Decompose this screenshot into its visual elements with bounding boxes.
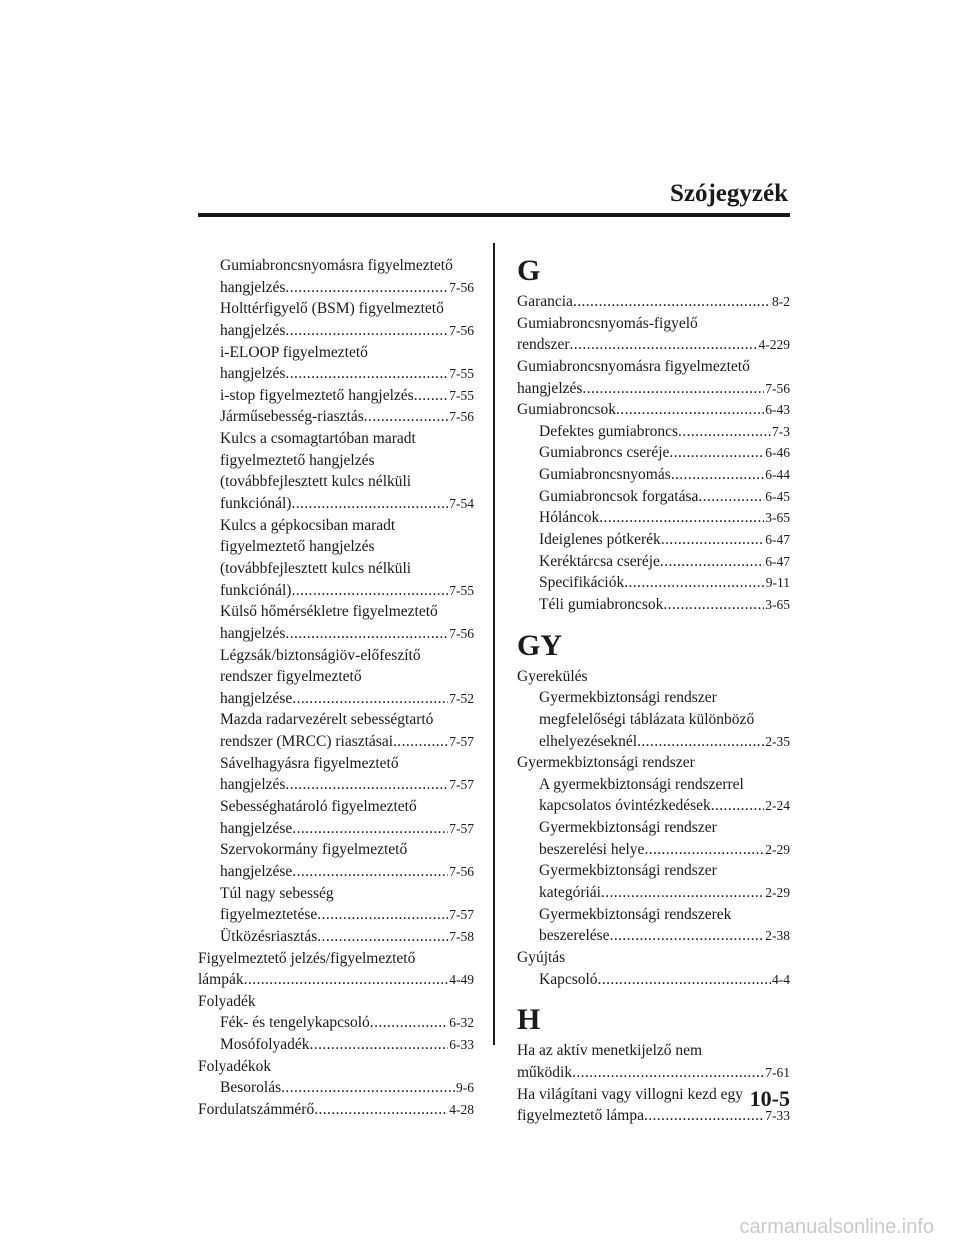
index-entry bbox=[517, 882, 790, 904]
dot-leader bbox=[598, 969, 771, 991]
index-entry-text: Kulcs a gépkocsiban maradt bbox=[220, 516, 396, 534]
index-entry-text: Gyermekbiztonsági rendszer bbox=[539, 862, 717, 880]
index-entry bbox=[198, 1056, 474, 1078]
index-entry bbox=[517, 1040, 790, 1062]
index-entry bbox=[517, 594, 790, 616]
index-entry-text: Gyújtás bbox=[517, 948, 566, 966]
index-entry-page: 4-49 bbox=[449, 972, 474, 988]
index-entry-page: 3-65 bbox=[765, 510, 790, 526]
index-entry-page: 7-3 bbox=[772, 423, 790, 439]
dot-leader bbox=[285, 320, 448, 342]
section-gap bbox=[517, 616, 790, 626]
dot-leader bbox=[317, 904, 448, 926]
index-entry-text: Keréktárcsa cseréje bbox=[539, 552, 660, 570]
index-entry-text: Specifikációk bbox=[539, 574, 625, 592]
index-entry bbox=[517, 313, 790, 335]
index-entry bbox=[198, 991, 474, 1013]
index-entry-text: funkciónál) bbox=[220, 495, 292, 513]
index-entry-text: rendszer (MRCC) riasztásai bbox=[220, 733, 394, 751]
index-entry bbox=[517, 551, 790, 573]
index-right-column bbox=[517, 251, 790, 1127]
index-entry-page: 7-52 bbox=[449, 690, 474, 706]
index-entry-text: Mosófolyadék bbox=[220, 1036, 310, 1054]
index-entry-text: hangjelzés bbox=[220, 321, 286, 339]
dot-leader bbox=[572, 1062, 764, 1084]
index-entry-page: 7-56 bbox=[449, 625, 474, 641]
index-entry bbox=[198, 796, 474, 818]
dot-leader bbox=[624, 572, 765, 594]
index-entry-page: 6-43 bbox=[765, 402, 790, 418]
index-entry bbox=[198, 709, 474, 731]
index-entry bbox=[198, 298, 474, 320]
index-entry-text: (továbbfejlesztett kulcs nélküli bbox=[220, 473, 412, 491]
index-entry bbox=[517, 687, 790, 709]
index-entry bbox=[517, 421, 790, 443]
index-entry bbox=[198, 969, 474, 991]
index-entry-text: Sávelhagyásra figyelmeztető bbox=[220, 754, 399, 772]
index-entry-text: Gumiabroncsok bbox=[517, 401, 617, 419]
index-entry-text: Gyerekülés bbox=[517, 667, 588, 685]
dot-leader bbox=[599, 507, 764, 529]
page-title: Szójegyzék bbox=[669, 180, 788, 207]
index-entry-page: 2-24 bbox=[765, 798, 790, 814]
index-entry-text: működik bbox=[517, 1063, 573, 1081]
index-entry bbox=[198, 839, 474, 861]
dot-leader bbox=[663, 594, 764, 616]
index-entry bbox=[198, 493, 474, 515]
index-entry bbox=[198, 536, 474, 558]
index-entry-text: Gumiabroncsnyomás-figyelő bbox=[517, 314, 698, 332]
index-entry bbox=[517, 860, 790, 882]
index-entry-page: 7-54 bbox=[449, 496, 474, 512]
index-entry bbox=[517, 356, 790, 378]
index-entry bbox=[198, 558, 474, 580]
index-entry bbox=[517, 399, 790, 421]
index-entry-text: Gumiabroncsnyomás bbox=[539, 466, 671, 484]
index-entry bbox=[198, 428, 474, 450]
dot-leader bbox=[291, 493, 448, 515]
index-entry-text: kapcsolatos óvintézkedések bbox=[539, 797, 711, 815]
dot-leader bbox=[310, 1034, 449, 1056]
index-entry bbox=[198, 731, 474, 753]
index-entry-page: 4-4 bbox=[772, 971, 790, 987]
index-entry-text: hangjelzése bbox=[220, 689, 293, 707]
index-entry bbox=[517, 731, 790, 753]
header-rule bbox=[198, 213, 790, 217]
index-entry-text: Ha világítani vagy villogni kezd egy bbox=[517, 1085, 743, 1103]
index-entry-text: Holttérfigyelő (BSM) figyelmeztető bbox=[220, 300, 444, 318]
index-entry bbox=[517, 774, 790, 796]
index-entry-page: 7-33 bbox=[765, 1108, 790, 1124]
index-entry-page: 7-58 bbox=[449, 928, 474, 944]
index-entry bbox=[198, 342, 474, 364]
dot-leader bbox=[616, 399, 764, 421]
index-entry-page: 7-55 bbox=[449, 387, 474, 403]
dot-leader bbox=[244, 969, 449, 991]
index-entry-text: Gumiabroncs cseréje bbox=[539, 444, 670, 462]
index-entry-text: A gyermekbiztonsági rendszerrel bbox=[539, 775, 744, 793]
index-entry-page: 7-57 bbox=[449, 907, 474, 923]
index-entry-text: Téli gumiabroncsok bbox=[539, 595, 664, 613]
index-entry-page: 7-56 bbox=[449, 409, 474, 425]
dot-leader bbox=[669, 442, 764, 464]
dot-leader bbox=[644, 839, 764, 861]
index-entry bbox=[198, 1012, 474, 1034]
dot-leader bbox=[610, 925, 765, 947]
index-entry bbox=[517, 795, 790, 817]
dot-leader bbox=[661, 529, 764, 551]
index-entry bbox=[198, 861, 474, 883]
index-entry-text: lámpák bbox=[198, 971, 244, 989]
index-entry-text: Gyermekbiztonsági rendszer bbox=[517, 754, 695, 772]
index-entry bbox=[198, 515, 474, 537]
dot-leader bbox=[671, 464, 765, 486]
index-entry bbox=[198, 1099, 474, 1121]
dot-leader bbox=[317, 926, 448, 948]
dot-leader bbox=[644, 1105, 764, 1127]
index-entry-page: 7-56 bbox=[449, 279, 474, 295]
index-entry bbox=[517, 291, 790, 313]
index-entry bbox=[517, 709, 790, 731]
index-entry-text: hangjelzés bbox=[220, 624, 286, 642]
index-entry-text: Kulcs a csomagtartóban maradt bbox=[220, 430, 416, 448]
section-letter: GY bbox=[517, 628, 562, 662]
index-entry bbox=[517, 947, 790, 969]
index-entry bbox=[517, 925, 790, 947]
dot-leader bbox=[660, 551, 764, 573]
dot-leader bbox=[582, 378, 764, 400]
index-entry-text: Gumiabroncsnyomásra figyelmeztető bbox=[517, 357, 750, 375]
index-entry-text: i-ELOOP figyelmeztető bbox=[220, 343, 368, 361]
section-gap bbox=[517, 990, 790, 1000]
dot-leader bbox=[285, 774, 448, 796]
index-entry-text: hangjelzés bbox=[220, 776, 286, 794]
index-entry-text: Mazda radarvezérelt sebességtartó bbox=[220, 711, 434, 729]
dot-leader bbox=[285, 277, 448, 299]
dot-leader bbox=[370, 1012, 448, 1034]
index-entry-page: 6-44 bbox=[765, 467, 790, 483]
index-entry-text: (továbbfejlesztett kulcs nélküli bbox=[220, 559, 412, 577]
index-entry-text: hangjelzés bbox=[220, 365, 286, 383]
index-entry-page: 7-56 bbox=[449, 322, 474, 338]
index-entry-page: 7-56 bbox=[765, 380, 790, 396]
index-entry-page: 7-57 bbox=[449, 820, 474, 836]
index-entry-text: Defektes gumiabroncs bbox=[539, 422, 679, 440]
index-entry-text: Gyermekbiztonsági rendszerek bbox=[539, 905, 732, 923]
index-entry bbox=[517, 1062, 790, 1084]
index-entry-text: rendszer figyelmeztető bbox=[220, 668, 362, 686]
index-entry-text: Gumiabroncsok forgatása bbox=[539, 487, 699, 505]
dot-leader bbox=[414, 385, 449, 407]
index-entry bbox=[198, 471, 474, 493]
index-entry-text: Ütközésriasztás bbox=[220, 927, 318, 945]
index-entry-text: Folyadékok bbox=[198, 1057, 272, 1075]
index-entry-page: 3-65 bbox=[765, 596, 790, 612]
index-entry-page: 2-38 bbox=[765, 928, 790, 944]
watermark: carmanualsonline.info bbox=[739, 1216, 934, 1238]
index-entry-text: Figyelmeztető jelzés/figyelmeztető bbox=[198, 949, 416, 967]
index-entry-page: 9-11 bbox=[765, 575, 790, 591]
index-entry-page: 9-6 bbox=[456, 1080, 474, 1096]
index-entry-text: hangjelzése bbox=[220, 862, 293, 880]
index-entry bbox=[517, 464, 790, 486]
index-entry bbox=[517, 507, 790, 529]
index-entry-text: Szervokormány figyelmeztető bbox=[220, 841, 408, 859]
dot-leader bbox=[314, 1099, 448, 1121]
index-entry-page: 6-45 bbox=[765, 488, 790, 504]
index-entry-page: 7-61 bbox=[765, 1064, 790, 1080]
page-number: 10-5 bbox=[749, 1086, 790, 1111]
index-entry-page: 2-29 bbox=[765, 841, 790, 857]
index-entry bbox=[198, 904, 474, 926]
dot-leader bbox=[285, 363, 448, 385]
index-entry-text: figyelmeztetése bbox=[220, 906, 318, 924]
index-entry-page: 6-46 bbox=[765, 445, 790, 461]
index-entry-page: 6-47 bbox=[765, 532, 790, 548]
index-entry bbox=[198, 1034, 474, 1056]
index-entry bbox=[198, 883, 474, 905]
index-entry bbox=[198, 580, 474, 602]
section-letter: G bbox=[517, 254, 541, 287]
index-entry-page: 2-29 bbox=[765, 885, 790, 901]
index-entry bbox=[517, 817, 790, 839]
index-entry bbox=[198, 818, 474, 840]
dot-leader bbox=[292, 861, 448, 883]
index-left-column bbox=[198, 255, 474, 1121]
index-entry-text: Gyermekbiztonsági rendszer bbox=[539, 689, 717, 707]
dot-leader bbox=[393, 731, 448, 753]
index-entry-text: rendszer bbox=[517, 336, 570, 354]
dot-leader bbox=[292, 688, 448, 710]
index-entry-text: Légzsák/biztonságiöv-előfeszítő bbox=[220, 646, 421, 664]
index-entry-text: figyelmeztető hangjelzés bbox=[220, 451, 375, 469]
index-entry-text: Besorolás bbox=[220, 1079, 282, 1097]
dot-leader bbox=[698, 486, 764, 508]
index-entry bbox=[517, 572, 790, 594]
index-entry bbox=[198, 320, 474, 342]
dot-leader bbox=[281, 1077, 455, 1099]
index-entry bbox=[198, 645, 474, 667]
index-entry-text: Kapcsoló bbox=[539, 970, 598, 988]
index-entry-text: hangjelzés bbox=[517, 379, 583, 397]
index-entry-text: i-stop figyelmeztető hangjelzés bbox=[220, 386, 414, 404]
dot-leader bbox=[291, 580, 448, 602]
index-entry-text: Külső hőmérsékletre figyelmeztető bbox=[220, 603, 438, 621]
index-entry bbox=[517, 529, 790, 551]
index-entry-page: 7-55 bbox=[449, 582, 474, 598]
index-entry-page: 4-28 bbox=[449, 1101, 474, 1117]
index-entry bbox=[198, 926, 474, 948]
dot-leader bbox=[364, 406, 448, 428]
dot-leader bbox=[292, 818, 448, 840]
index-entry-page: 8-2 bbox=[772, 294, 790, 309]
index-entry-text: hangjelzése bbox=[220, 819, 293, 837]
section-letter: H bbox=[517, 1003, 541, 1037]
index-entry-page: 4-229 bbox=[758, 337, 790, 353]
index-entry bbox=[198, 601, 474, 623]
dot-leader bbox=[570, 334, 758, 356]
index-entry bbox=[198, 774, 474, 796]
index-entry-text: kategóriái bbox=[539, 884, 601, 902]
dot-leader bbox=[637, 731, 764, 753]
dot-leader bbox=[601, 882, 764, 904]
index-entry bbox=[198, 450, 474, 472]
index-entry-text: figyelmeztető hangjelzés bbox=[220, 538, 375, 556]
index-entry-text: figyelmeztető lámpa bbox=[517, 1107, 644, 1125]
index-entry bbox=[517, 378, 790, 400]
index-entry-page: 7-57 bbox=[449, 777, 474, 793]
index-entry bbox=[198, 277, 474, 299]
index-entry-text: Ha az aktív menetkijelző nem bbox=[517, 1042, 703, 1060]
index-entry-page: 2-35 bbox=[765, 733, 790, 749]
index-entry bbox=[517, 752, 790, 774]
index-entry bbox=[198, 406, 474, 428]
index-entry-page: 7-55 bbox=[449, 366, 474, 382]
index-entry bbox=[517, 486, 790, 508]
index-entry-page: 6-32 bbox=[449, 1015, 474, 1031]
index-entry-text: Fék- és tengelykapcsoló bbox=[220, 1014, 370, 1032]
index-entry bbox=[517, 442, 790, 464]
index-entry-text: Folyadék bbox=[198, 992, 256, 1010]
index-entry-page: 6-33 bbox=[449, 1037, 474, 1053]
index-entry-text: Garancia bbox=[517, 293, 573, 310]
index-entry-text: hangjelzés bbox=[220, 278, 286, 296]
index-entry-text: Járműsebesség-riasztás bbox=[220, 408, 364, 426]
index-entry-text: Ideiglenes pótkerék bbox=[539, 531, 661, 549]
index-entry bbox=[198, 363, 474, 385]
index-entry bbox=[198, 1077, 474, 1099]
index-entry bbox=[198, 948, 474, 970]
index-entry-page: 6-47 bbox=[765, 553, 790, 569]
dot-leader bbox=[678, 421, 771, 443]
index-entry-text: Sebességhatároló figyelmeztető bbox=[220, 798, 417, 816]
index-entry bbox=[198, 753, 474, 775]
column-divider bbox=[493, 243, 495, 1045]
index-entry bbox=[198, 255, 474, 277]
index-entry bbox=[517, 969, 790, 991]
index-entry-text: Hóláncok bbox=[539, 509, 600, 527]
index-entry-text: Fordulatszámmérő bbox=[198, 1100, 315, 1118]
index-entry bbox=[517, 334, 790, 356]
index-entry-page: 7-57 bbox=[449, 734, 474, 750]
index-entry bbox=[198, 385, 474, 407]
dot-leader bbox=[711, 795, 765, 817]
index-entry-text: funkciónál) bbox=[220, 581, 292, 599]
index-entry bbox=[198, 688, 474, 710]
dot-leader bbox=[285, 623, 448, 645]
index-entry bbox=[517, 839, 790, 861]
index-entry-page: 7-56 bbox=[449, 863, 474, 879]
index-entry bbox=[198, 623, 474, 645]
index-entry bbox=[517, 666, 790, 688]
index-entry-text: Gumiabroncsnyomásra figyelmeztető bbox=[220, 257, 453, 274]
dot-leader bbox=[573, 291, 771, 313]
index-entry bbox=[198, 666, 474, 688]
index-entry-text: beszerelési helye bbox=[539, 840, 645, 858]
index-entry bbox=[517, 904, 790, 926]
index-entry-text: Túl nagy sebesség bbox=[220, 884, 334, 902]
index-entry-text: beszerelése bbox=[539, 927, 610, 945]
index-entry-text: megfelelőségi táblázata különböző bbox=[539, 710, 755, 728]
index-entry-text: Gyermekbiztonsági rendszer bbox=[539, 819, 717, 837]
index-entry-text: elhelyezéseknél bbox=[539, 732, 638, 750]
